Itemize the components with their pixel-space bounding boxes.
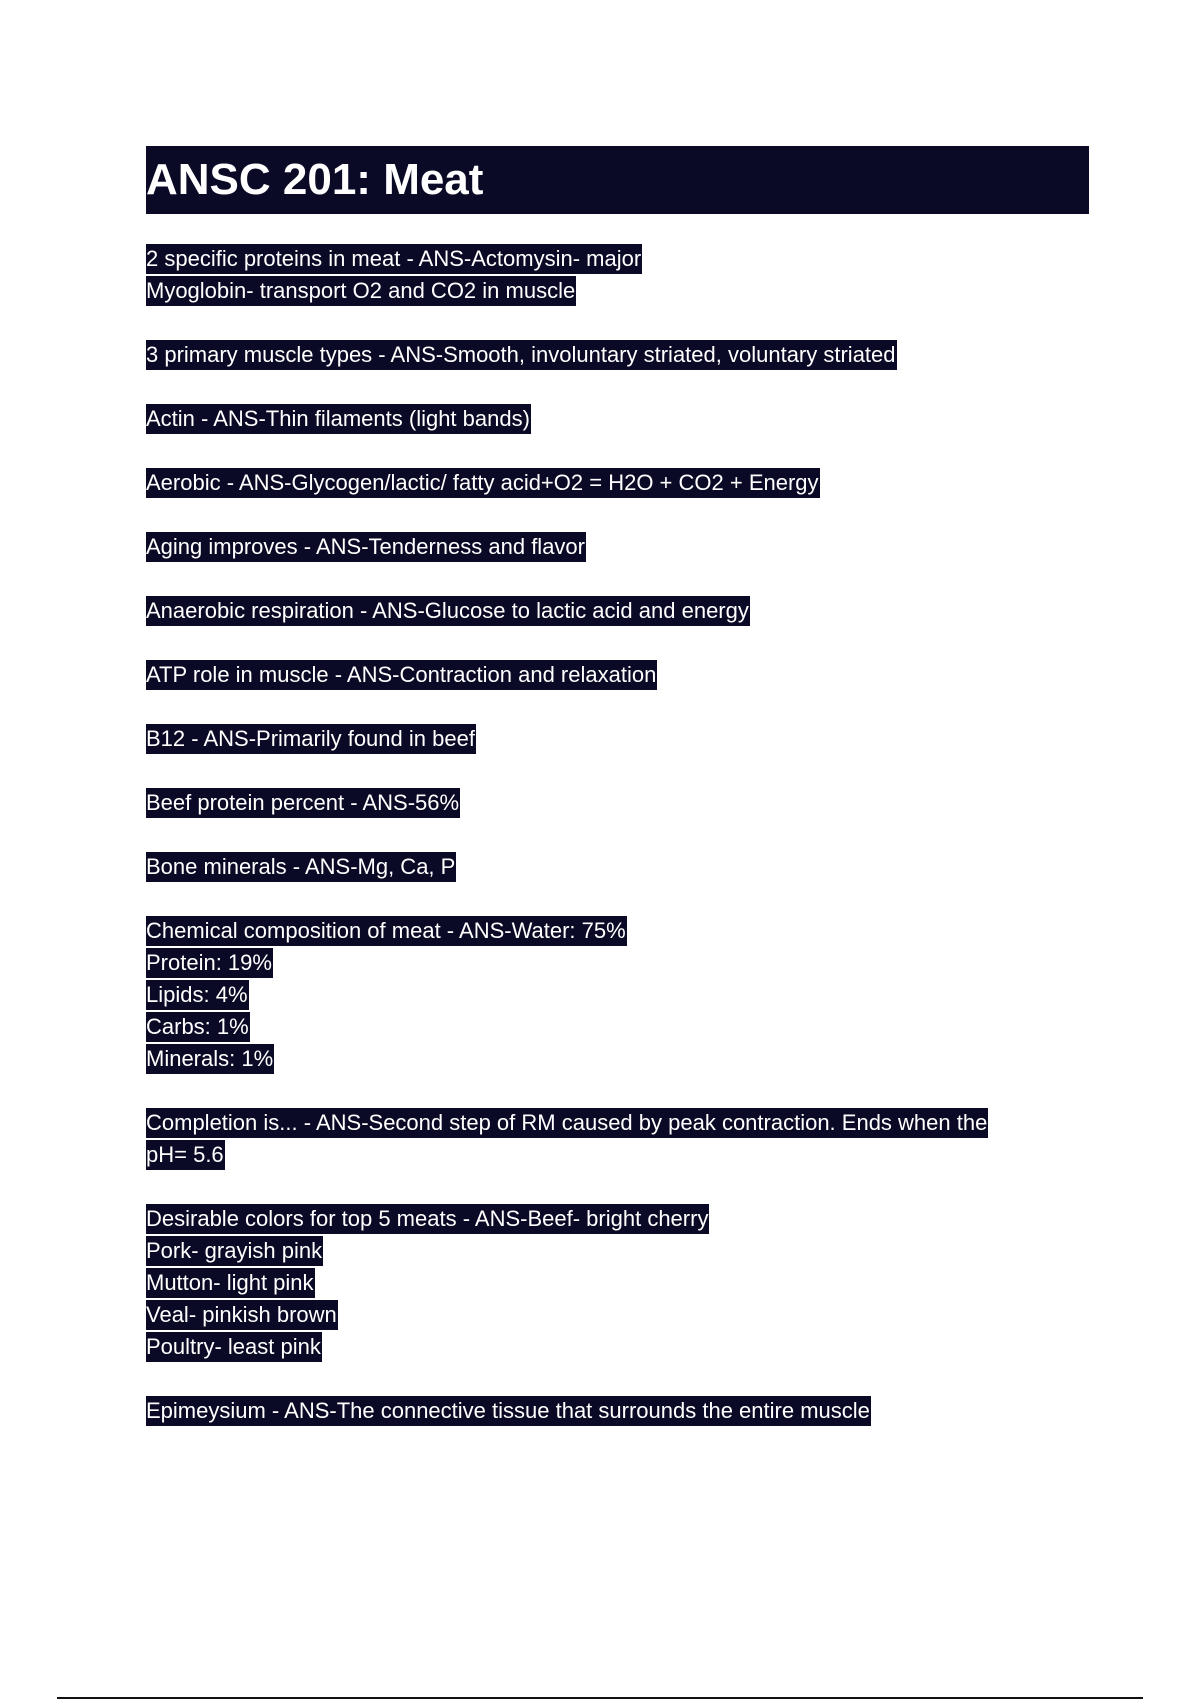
flashcard-entry bbox=[146, 916, 1089, 1076]
flashcard-entry bbox=[146, 468, 1089, 500]
entry-line: Mutton- light pink bbox=[146, 1268, 315, 1298]
entry-line: B12 - ANS-Primarily found in beef bbox=[146, 724, 476, 754]
entry-line: Protein: 19% bbox=[146, 948, 273, 978]
flashcard-entry bbox=[146, 340, 1089, 372]
entry-line: Beef protein percent - ANS-56% bbox=[146, 788, 460, 818]
flashcard-entry bbox=[146, 596, 1089, 628]
flashcard-entry bbox=[146, 244, 1089, 308]
entry-line: Epimeysium - ANS-The connective tissue that surrounds the entire muscle bbox=[146, 1396, 871, 1426]
flashcard-entry bbox=[146, 404, 1089, 436]
flashcard-entry bbox=[146, 1108, 1089, 1172]
flashcard-entry bbox=[146, 660, 1089, 692]
entry-line: Myoglobin- transport O2 and CO2 in muscle bbox=[146, 276, 576, 306]
entry-line: ATP role in muscle - ANS-Contraction and relaxation bbox=[146, 660, 657, 690]
flashcard-entry bbox=[146, 1396, 1089, 1428]
entry-line: Veal- pinkish brown bbox=[146, 1300, 338, 1330]
entry-line: Aerobic - ANS-Glycogen/lactic/ fatty acid+O2 = H2O + CO2 + Energy bbox=[146, 468, 820, 498]
entry-line: Minerals: 1% bbox=[146, 1044, 274, 1074]
flashcard-entry bbox=[146, 852, 1089, 884]
flashcard-entry bbox=[146, 788, 1089, 820]
entry-line: Pork- grayish pink bbox=[146, 1236, 323, 1266]
entry-line: Completion is... - ANS-Second step of RM caused by peak contraction. Ends when the bbox=[146, 1108, 988, 1138]
entry-line: pH= 5.6 bbox=[146, 1140, 225, 1170]
footer-divider bbox=[57, 1697, 1143, 1699]
flashcard-list bbox=[146, 244, 1089, 1460]
flashcard-entry bbox=[146, 1204, 1089, 1364]
flashcard-entry bbox=[146, 724, 1089, 756]
entry-line: Poultry- least pink bbox=[146, 1332, 322, 1362]
entry-line: Bone minerals - ANS-Mg, Ca, P bbox=[146, 852, 456, 882]
title-bar bbox=[146, 146, 1089, 214]
page-title: ANSC 201: Meat bbox=[146, 155, 484, 204]
entry-line: Actin - ANS-Thin filaments (light bands) bbox=[146, 404, 531, 434]
entry-line: 2 specific proteins in meat - ANS-Actomysin- major bbox=[146, 244, 642, 274]
entry-line: 3 primary muscle types - ANS-Smooth, involuntary striated, voluntary striated bbox=[146, 340, 897, 370]
entry-line: Desirable colors for top 5 meats - ANS-Beef- bright cherry bbox=[146, 1204, 709, 1234]
entry-line: Anaerobic respiration - ANS-Glucose to lactic acid and energy bbox=[146, 596, 750, 626]
flashcard-entry bbox=[146, 532, 1089, 564]
entry-line: Carbs: 1% bbox=[146, 1012, 250, 1042]
entry-line: Lipids: 4% bbox=[146, 980, 249, 1010]
entry-line: Chemical composition of meat - ANS-Water: 75% bbox=[146, 916, 627, 946]
entry-line: Aging improves - ANS-Tenderness and flavor bbox=[146, 532, 586, 562]
